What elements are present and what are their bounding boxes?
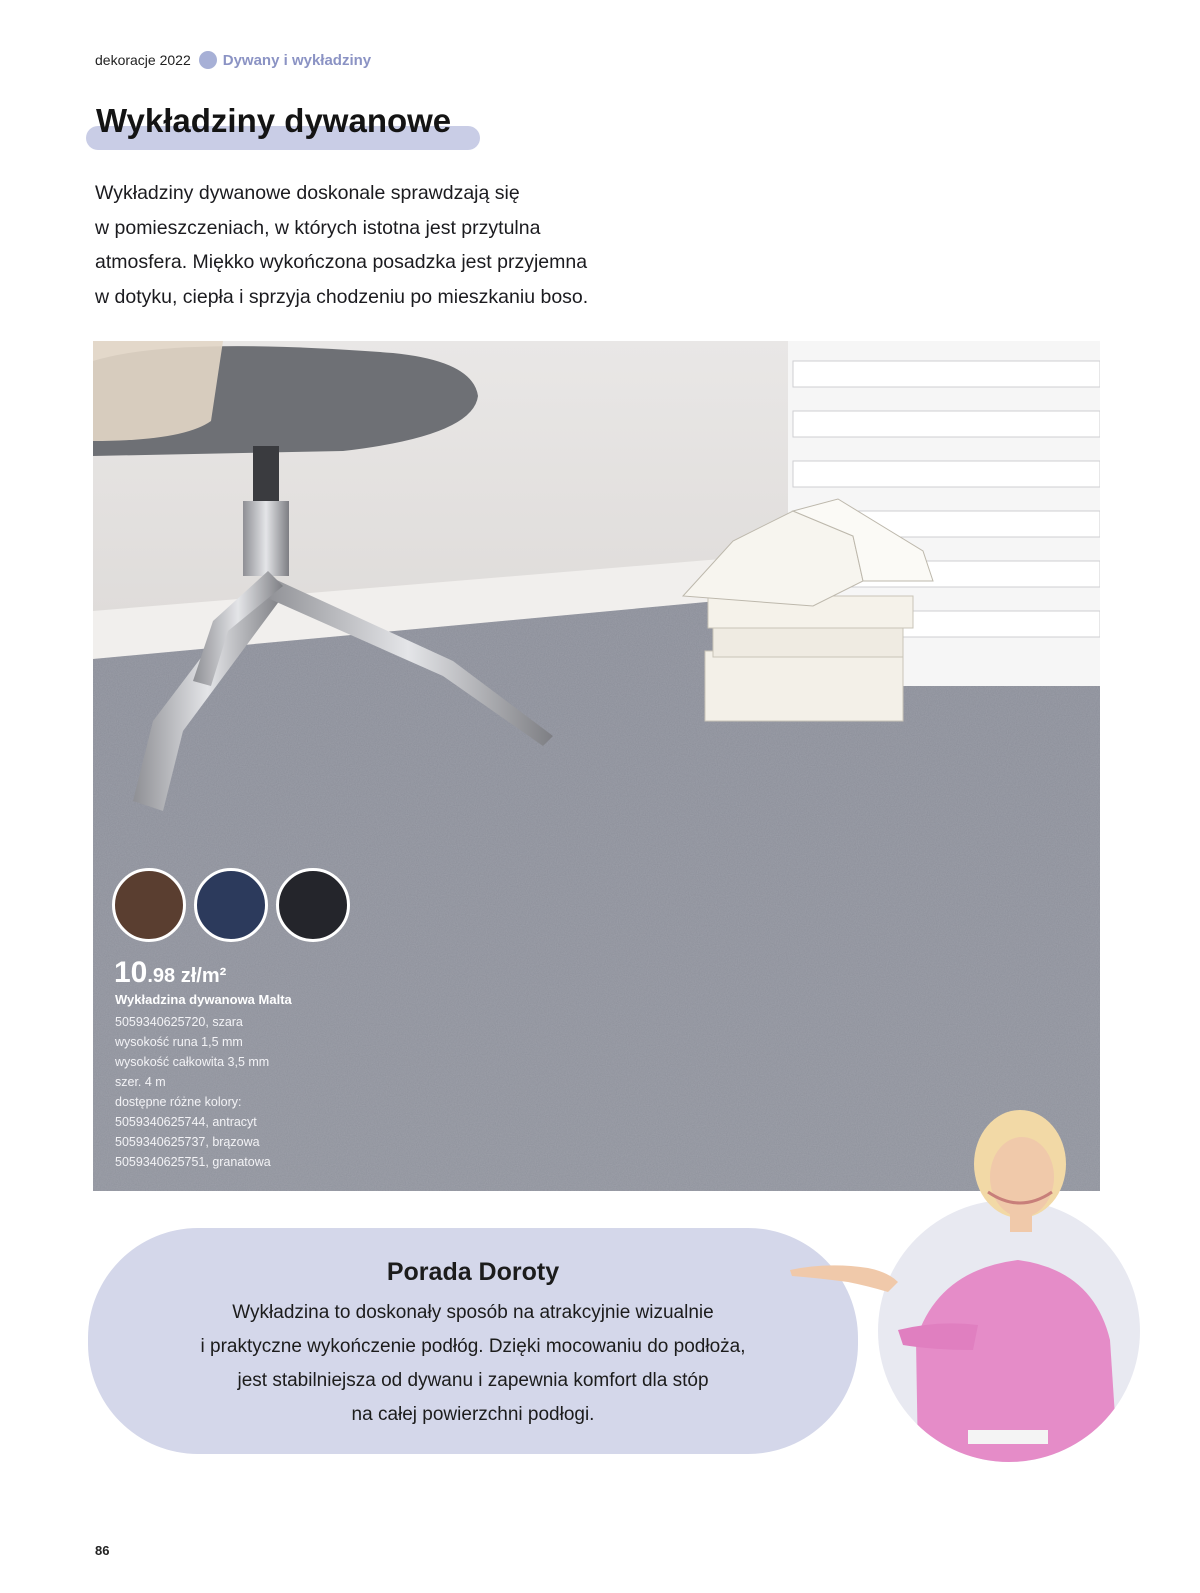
tip-line: na całej powierzchni podłogi. (351, 1404, 595, 1425)
product-name: Wykładzina dywanowa Malta (115, 992, 292, 1007)
tip-body (88, 1296, 858, 1432)
intro-paragraph (95, 176, 695, 314)
title-block (86, 98, 480, 150)
breadcrumb (95, 50, 371, 70)
breadcrumb-category: Dywany i wykładziny (222, 51, 372, 69)
intro-line: w pomieszczeniach, w których istotna jest przytulna (95, 216, 541, 239)
page-title: Wykładziny dywanowe (96, 102, 452, 139)
swatch-anthracite[interactable] (276, 868, 350, 942)
breadcrumb-section: dekoracje 2022 (95, 52, 191, 68)
product-specs (115, 1012, 271, 1172)
tip-line: i praktyczne wykończenie podłóg. Dzięki mocowaniu do podłoża, (200, 1336, 746, 1357)
spec-line: 5059340625720, szara (115, 1015, 243, 1029)
spec-line: wysokość całkowita 3,5 mm (115, 1055, 270, 1069)
intro-line: Wykładziny dywanowe doskonale sprawdzają się (95, 182, 520, 204)
spec-line: 5059340625751, granatowa (115, 1155, 271, 1169)
swatch-navy[interactable] (194, 868, 268, 942)
advisor-head (960, 1102, 1080, 1232)
page-number: 86 (95, 1543, 110, 1558)
intro-line: w dotyku, ciepła i sprzyja chodzeniu po mieszkaniu boso. (95, 285, 589, 308)
price-decimal: .98 (147, 965, 176, 987)
tip-title: Porada Doroty (386, 1258, 560, 1286)
spec-line: szer. 4 m (115, 1075, 166, 1089)
tip-line: Wykładzina to doskonały sposób na atrakcyjnie wizualnie (232, 1302, 714, 1323)
advisor-photo-circle (878, 1200, 1140, 1462)
spec-line: 5059340625737, brązowa (115, 1135, 260, 1149)
intro-line: atmosfera. Miękko wykończona posadzka jest przyjemna (95, 251, 588, 273)
tip-line: jest stabilniejsza od dywanu i zapewnia komfort dla stóp (237, 1370, 709, 1391)
breadcrumb-dot-icon (199, 51, 217, 69)
spec-line: 5059340625744, antracyt (115, 1115, 257, 1129)
pointing-hand-icon (788, 1258, 908, 1298)
product-price (114, 956, 226, 990)
price-unit: zł/m² (175, 965, 227, 987)
advisor-portrait (878, 1200, 1140, 1462)
spec-line: dostępne różne kolory: (115, 1095, 242, 1109)
tip-bubble (88, 1228, 858, 1454)
price-integer: 10 (114, 956, 148, 989)
color-swatches (112, 868, 350, 942)
spec-line: wysokość runa 1,5 mm (115, 1035, 243, 1049)
swatch-brown[interactable] (112, 868, 186, 942)
